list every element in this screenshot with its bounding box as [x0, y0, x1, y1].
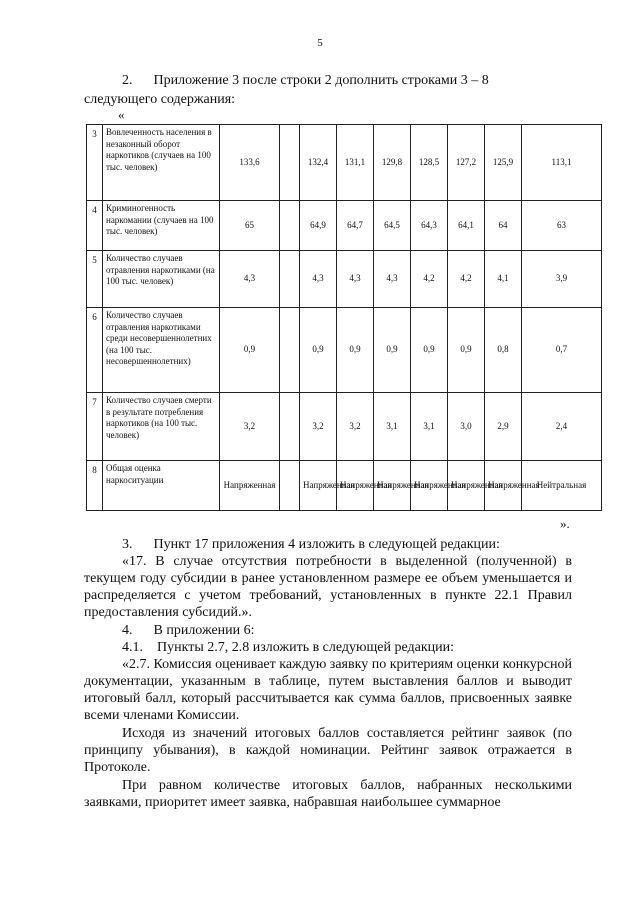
value-cell: 3,1 [374, 393, 411, 461]
row-number: 6 [87, 308, 103, 393]
value-cell: 125,9 [485, 125, 522, 201]
quote-open: « [118, 107, 125, 122]
row-number: 8 [87, 461, 103, 511]
value-cell: 3,2 [337, 393, 374, 461]
table-row [87, 251, 602, 308]
item2-line1: 2. Приложение 3 после строки 2 дополнить строками 3 – 8 [122, 73, 489, 88]
value-cell: 3,0 [448, 393, 485, 461]
value-cell: 0,9 [374, 308, 411, 393]
value-cell: Напряженная [374, 461, 411, 511]
value-cell: Напряженная [220, 461, 280, 511]
item2-line2: следующего содержания: [84, 92, 236, 107]
value-cell: 0,9 [448, 308, 485, 393]
value-cell: 129,8 [374, 125, 411, 201]
indicators-table [86, 124, 602, 511]
value-cell: 0,9 [337, 308, 374, 393]
value-cell: 0,9 [411, 308, 448, 393]
table-row [87, 461, 602, 511]
value-cell: 65 [220, 201, 280, 251]
table-row [87, 393, 602, 461]
value-cell: 63 [522, 201, 602, 251]
value-cell [280, 201, 300, 251]
value-cell: 132,4 [300, 125, 337, 201]
indicator-name: Количество случаев отравления наркотиками среди несовершеннолетних (на 100 тыс. несовершеннолетних) [103, 308, 220, 393]
row-number: 5 [87, 251, 103, 308]
table-row [87, 125, 602, 201]
value-cell: 113,1 [522, 125, 602, 201]
value-cell: 4,3 [300, 251, 337, 308]
value-cell: 3,2 [300, 393, 337, 461]
row-number: 4 [87, 201, 103, 251]
value-cell: 3,9 [522, 251, 602, 308]
value-cell: 127,2 [448, 125, 485, 201]
value-cell: 64 [485, 201, 522, 251]
indicator-name: Количество случаев отравления наркотиками (на 100 тыс. человек) [103, 251, 220, 308]
indicator-name: Общая оценка наркоситуации [103, 461, 220, 511]
value-cell: 64,7 [337, 201, 374, 251]
quote-close: ». [560, 516, 570, 531]
value-cell: Напряженная [300, 461, 337, 511]
value-cell: 3,2 [220, 393, 280, 461]
value-cell: 64,9 [300, 201, 337, 251]
value-cell: 4,2 [448, 251, 485, 308]
value-cell: 4,3 [220, 251, 280, 308]
value-cell: 131,1 [337, 125, 374, 201]
value-cell [280, 125, 300, 201]
value-cell: 64,5 [374, 201, 411, 251]
value-cell: 4,3 [374, 251, 411, 308]
indicator-name: Криминогенность наркомании (случаев на 100 тыс. человек) [103, 201, 220, 251]
value-cell: Напряженная [485, 461, 522, 511]
value-cell: Напряженная [448, 461, 485, 511]
item4-paragraph3: При равном количестве итоговых баллов, набранных несколькими заявками, приоритет имеет заявка, набравшая наибольшее суммарное [84, 778, 572, 810]
value-cell [280, 308, 300, 393]
row-number: 3 [87, 125, 103, 201]
value-cell: Напряженная [411, 461, 448, 511]
item4-paragraph2: Исходя из значений итоговых баллов составляется рейтинг заявок (по принципу убывания), в каждой номинации. Рейтинг заявок отражается в Протоколе. [84, 726, 572, 775]
value-cell [280, 251, 300, 308]
value-cell: Нейтральная [522, 461, 602, 511]
page-number: 5 [317, 37, 323, 49]
item4-heading: 4. В приложении 6: [122, 623, 255, 638]
value-cell: 2,4 [522, 393, 602, 461]
value-cell: 0,7 [522, 308, 602, 393]
value-cell: Напряженная [337, 461, 374, 511]
item4-paragraph1: «2.7. Комиссия оценивает каждую заявку по критериям оценки конкурсной документации, указанным в таблице, путем выставления баллов и выводит итоговый балл, который рассчитывается как сумма баллов, присвоенных заявке всеми членами Комиссии. [84, 657, 572, 723]
item3-text: «17. В случае отсутствия потребности в выделенной (полученной) в текущем году субсидии в ранее установленном размере ее объем уменьшается и распределяется с учетом требований, установленных в пункте 22.1 Правил предоставления субсидий.». [84, 554, 572, 620]
indicator-name: Вовлеченность населения в незаконный оборот наркотиков (случаев на 100 тыс. человек) [103, 125, 220, 201]
value-cell: 64,1 [448, 201, 485, 251]
value-cell: 2,9 [485, 393, 522, 461]
value-cell: 4,1 [485, 251, 522, 308]
value-cell [280, 461, 300, 511]
value-cell: 0,9 [300, 308, 337, 393]
table-row [87, 201, 602, 251]
table-row [87, 308, 602, 393]
value-cell: 4,3 [337, 251, 374, 308]
item4-sub: 4.1. Пункты 2.7, 2.8 изложить в следующей редакции: [122, 640, 455, 655]
value-cell: 0,8 [485, 308, 522, 393]
row-number: 7 [87, 393, 103, 461]
value-cell [280, 393, 300, 461]
value-cell: 0,9 [220, 308, 280, 393]
item2-paragraph [84, 72, 572, 89]
indicator-name: Количество случаев смерти в результате потребления наркотиков (на 100 тыс. человек) [103, 393, 220, 461]
value-cell: 64,3 [411, 201, 448, 251]
value-cell: 133,6 [220, 125, 280, 201]
value-cell: 3,1 [411, 393, 448, 461]
value-cell: 4,2 [411, 251, 448, 308]
item3-heading: 3. Пункт 17 приложения 4 изложить в следующей редакции: [122, 537, 500, 552]
value-cell: 128,5 [411, 125, 448, 201]
